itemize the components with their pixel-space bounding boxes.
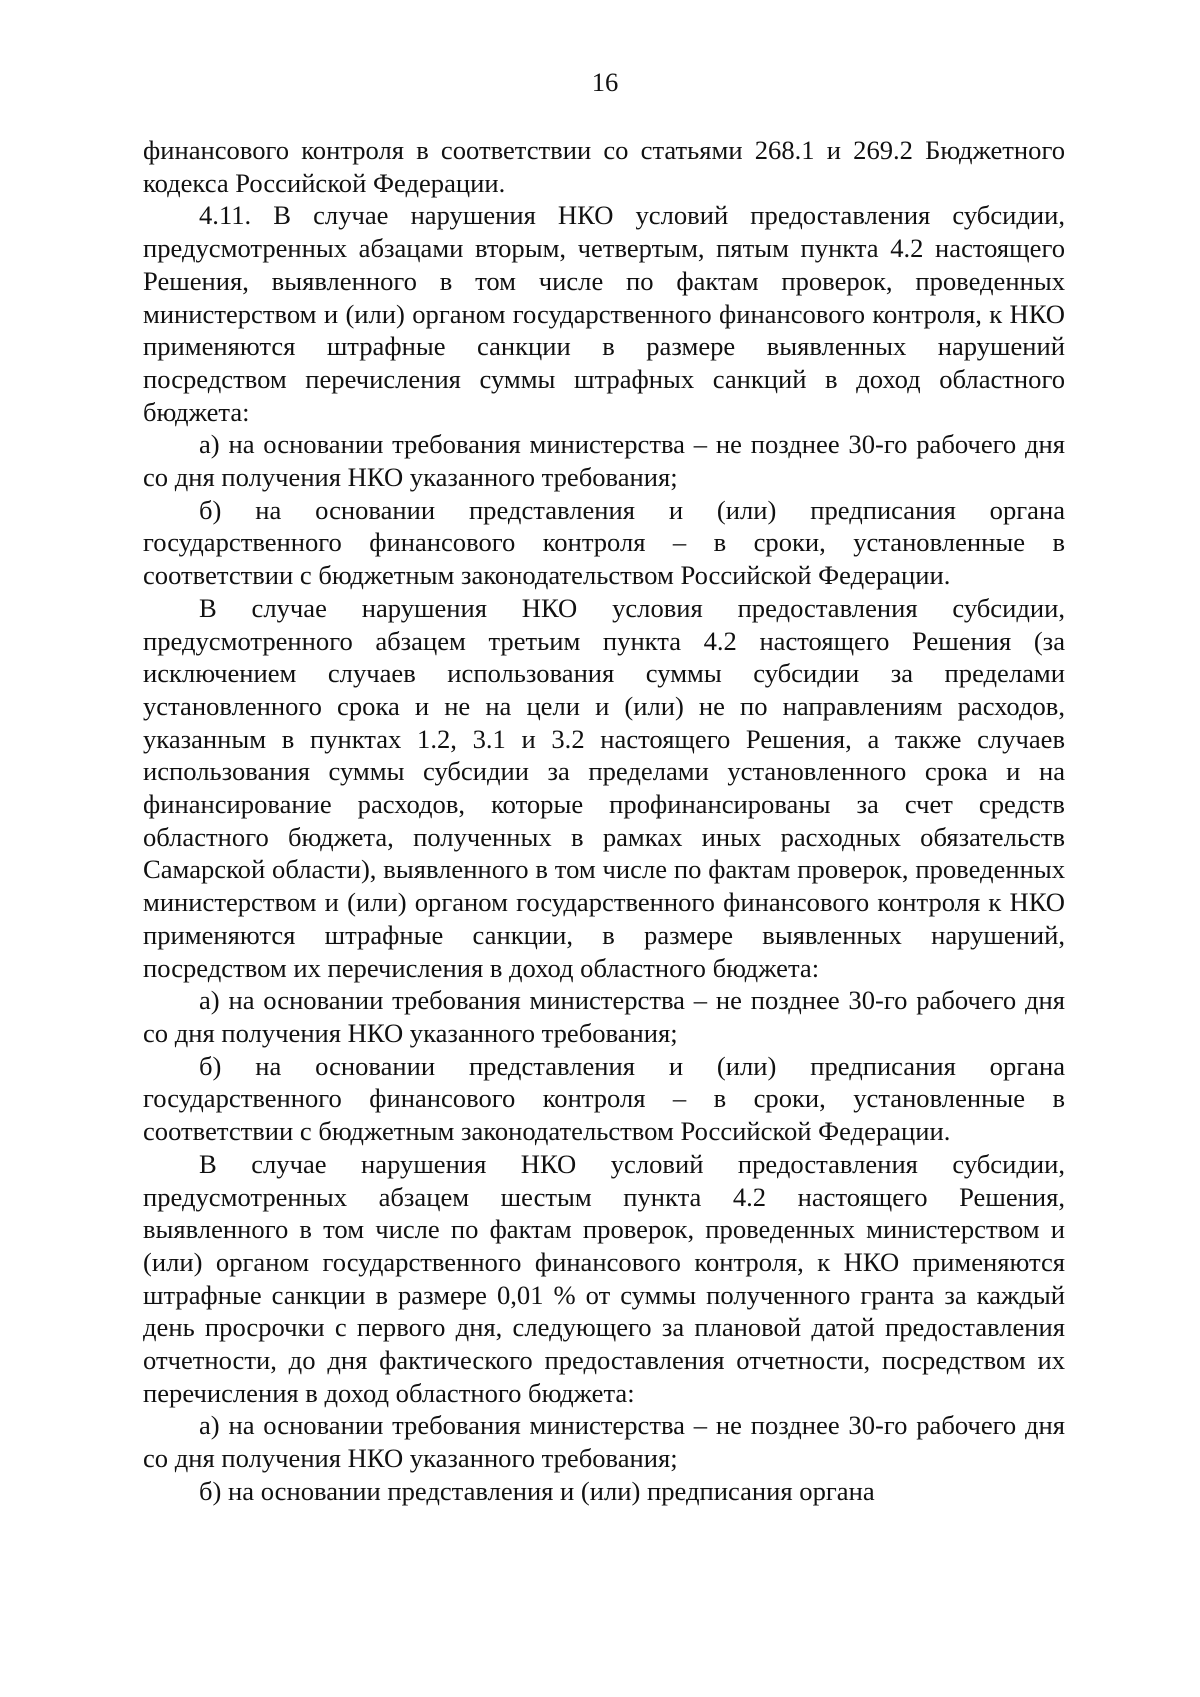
page-number: 16 xyxy=(591,67,619,97)
paragraph-2: 4.11. В случае нарушения НКО условий предоставления субсидии, предусмотренных абзацами вторым, четвертым, пятым пункта 4.2 настоящего Решения, выявленного в том числе по фактам проверок, проведенных министерством и (или) органом государственного финансового контроля, к НКО применяются штрафные санкции в размере выявленных нарушений посредством перечисления суммы штрафных санкций в доход областного бюджета: xyxy=(143,200,1065,427)
paragraph-5: В случае нарушения НКО условия предоставления субсидии, предусмотренного абзацем третьим пункта 4.2 настоящего Решения (за исключением случаев использования суммы субсидии за пределами установленного срока и не на цели и (или) не по направлениям расходов, указанным в пунктах 1.2, 3.1 и 3.2 настоящего Решения, а также случаев использования суммы субсидии за пределами установленного срока и на финансирование расходов, которые профинансированы за счет средств областного бюджета, полученных в рамках иных расходных обязательств Самарской области), выявленного в том числе по фактам проверок, проведенных министерством и (или) органом государственного финансового контроля к НКО применяются штрафные санкции, в размере выявленных нарушений, посредством их перечисления в доход областного бюджета: xyxy=(143,592,1065,983)
paragraph-4: б) на основании представления и (или) предписания органа государственного финансового контроля – в сроки, установленные в соответствии с бюджетным законодательством Российской Федерации. xyxy=(143,494,1065,591)
paragraph-10: б) на основании представления и (или) предписания органа xyxy=(199,1475,875,1506)
document-body xyxy=(143,134,1065,1508)
paragraph-8: В случае нарушения НКО условий предоставления субсидии, предусмотренных абзацем шестым пункта 4.2 настоящего Решения, выявленного в том числе по фактам проверок, проведенных министерством и (или) органом государственного финансового контроля, к НКО применяются штрафные санкции в размере 0,01 % от суммы полученного гранта за каждый день просрочки с первого дня, следующего за плановой датой предоставления отчетности, до дня фактического предоставления отчетности, посредством их перечисления в доход областного бюджета: xyxy=(143,1148,1065,1408)
paragraph-9: а) на основании требования министерства – не позднее 30-го рабочего дня со дня получения НКО указанного требования; xyxy=(143,1410,1065,1474)
paragraph-6: а) на основании требования министерства – не позднее 30-го рабочего дня со дня получения НКО указанного требования; xyxy=(143,985,1065,1048)
paragraph-1: финансового контроля в соответствии со статьями 268.1 и 269.2 Бюджетного кодекса Российской Федерации. xyxy=(143,135,1065,198)
paragraph-7: б) на основании представления и (или) предписания органа государственного финансового контроля – в сроки, установленные в соответствии с бюджетным законодательством Российской Федерации. xyxy=(143,1050,1065,1147)
paragraph-3: а) на основании требования министерства – не позднее 30-го рабочего дня со дня получения НКО указанного требования; xyxy=(143,429,1065,493)
